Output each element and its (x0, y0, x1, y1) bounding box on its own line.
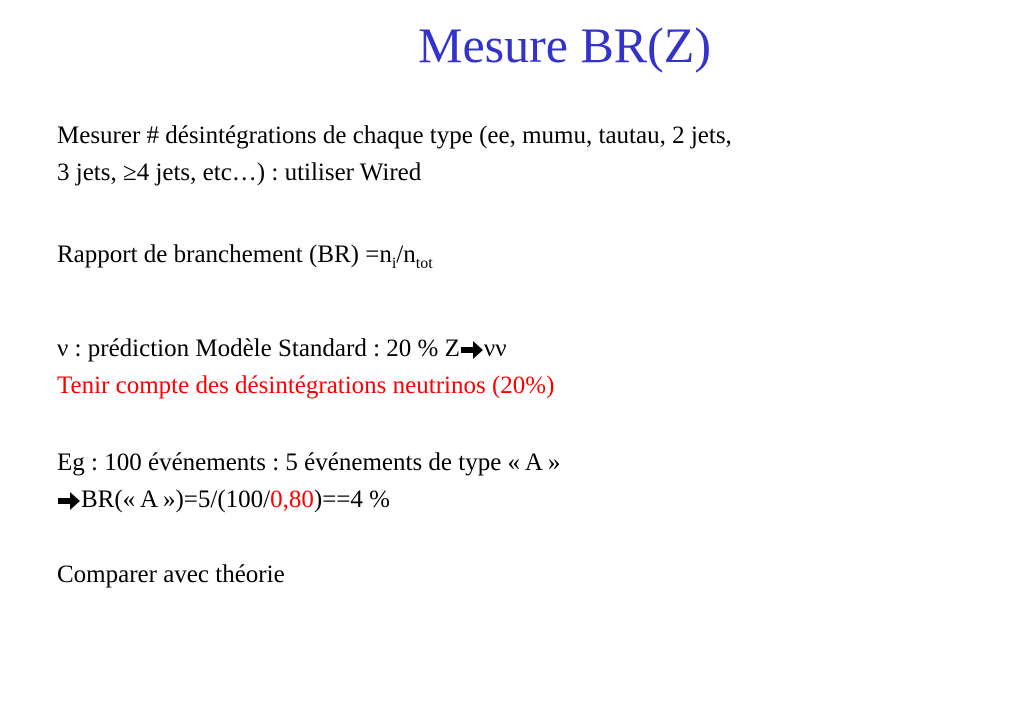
example-line: Eg : 100 événements : 5 événements de type « A » (57, 449, 561, 476)
calculation-line (57, 485, 390, 515)
paragraph-line-1: Mesurer # désintégrations de chaque type (ee, mumu, tautau, 2 jets, (57, 122, 732, 149)
calculation-prefix: BR(« A »)=5/(100/ (81, 486, 271, 513)
right-arrow-icon (57, 485, 81, 515)
paragraph-line-2: 3 jets, ≥4 jets, etc…) : utiliser Wired (57, 159, 422, 186)
neutrino-prediction-text: ν : prédiction Modèle Standard : 20 % Z (57, 335, 460, 362)
neutrino-correction-text: Tenir compte des désintégrations neutrinos ( (57, 372, 501, 399)
br-subscript-tot: tot (415, 255, 433, 272)
neutrino-prediction-line (57, 334, 507, 364)
calculation-suffix: )==4 % (313, 486, 390, 513)
br-prefix: Rapport de branchement (BR) =n (57, 241, 392, 268)
neutrino-correction-value: 20%) (500, 372, 555, 399)
branching-ratio-definition (57, 240, 433, 270)
slide-title: Mesure BR(Z) (418, 17, 711, 73)
br-slash: /n (396, 241, 416, 268)
right-arrow-icon (460, 334, 484, 364)
compare-line: Comparer avec théorie (57, 561, 285, 588)
neutrino-pair-text: νν (483, 335, 507, 362)
calculation-highlight: 0,80 (270, 486, 314, 513)
neutrino-correction-line (57, 371, 554, 401)
br-subscript-i: i (391, 255, 397, 272)
